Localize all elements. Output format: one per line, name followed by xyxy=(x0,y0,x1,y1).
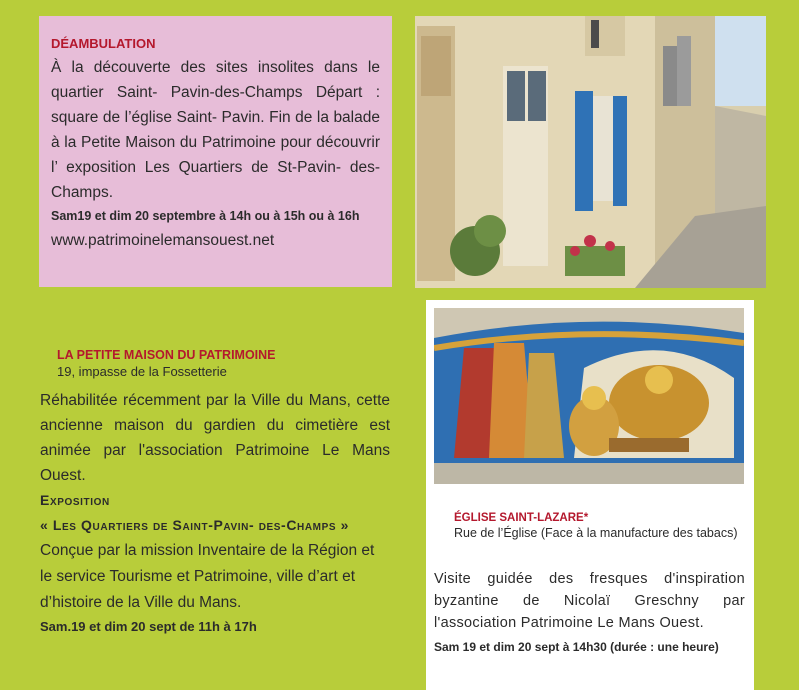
petite-maison-body: Réhabilitée récemment par la Ville du Mans, cette ancienne maison du gardien du cimetière est animée par l'association Patrimoine Le Mans Ouest. xyxy=(40,392,390,484)
petite-maison-section xyxy=(40,346,390,637)
eglise-dates: Sam 19 et dim 20 sept à 14h30 (durée : une heure) xyxy=(434,640,719,654)
deambulation-title: DÉAMBULATION xyxy=(51,36,156,51)
fresco-image xyxy=(434,308,744,484)
exposition-body: Conçue par la mission Inventaire de la Région et le service Tourisme et Patrimoine, ville d’art et d’histoire de la Ville du Mans. xyxy=(40,542,375,611)
exposition-title: « Les Quartiers de Saint-Pavin- des-Champs » xyxy=(40,517,350,533)
deambulation-website[interactable]: www.patrimoinelemansouest.net xyxy=(51,232,275,249)
petite-maison-title: LA PETITE MAISON DU PATRIMOINE xyxy=(57,348,276,362)
eglise-title: ÉGLISE SAINT-LAZARE* xyxy=(454,512,589,524)
fresco-photo xyxy=(434,308,744,484)
petite-maison-address: 19, impasse de la Fossetterie xyxy=(57,364,227,379)
eglise-address: Rue de l’Église (Face à la manufacture des tabacs) xyxy=(454,526,738,540)
eglise-card xyxy=(426,300,754,690)
exposition-label: Exposition xyxy=(40,492,110,508)
petite-maison-dates: Sam.19 et dim 20 sept de 11h à 17h xyxy=(40,619,257,634)
deambulation-box xyxy=(39,16,392,287)
street-photo xyxy=(415,16,766,288)
deambulation-body: À la découverte des sites insolites dans le quartier Saint- Pavin-des-Champs Départ : square de l’église Saint- Pavin. Fin de la balade à la Petite Maison du Patrimoine pour découvrir l’ exposition Les Quartiers de St-Pavin- des-Champs. xyxy=(51,59,380,201)
street-photo-image xyxy=(415,16,766,288)
deambulation-dates: Sam19 et dim 20 septembre à 14h ou à 15h ou à 16h xyxy=(51,209,360,223)
eglise-body: Visite guidée des fresques d'inspiration byzantine de Nicolaï Greschny par l'association Patrimoine Le Mans Ouest. xyxy=(434,571,745,631)
